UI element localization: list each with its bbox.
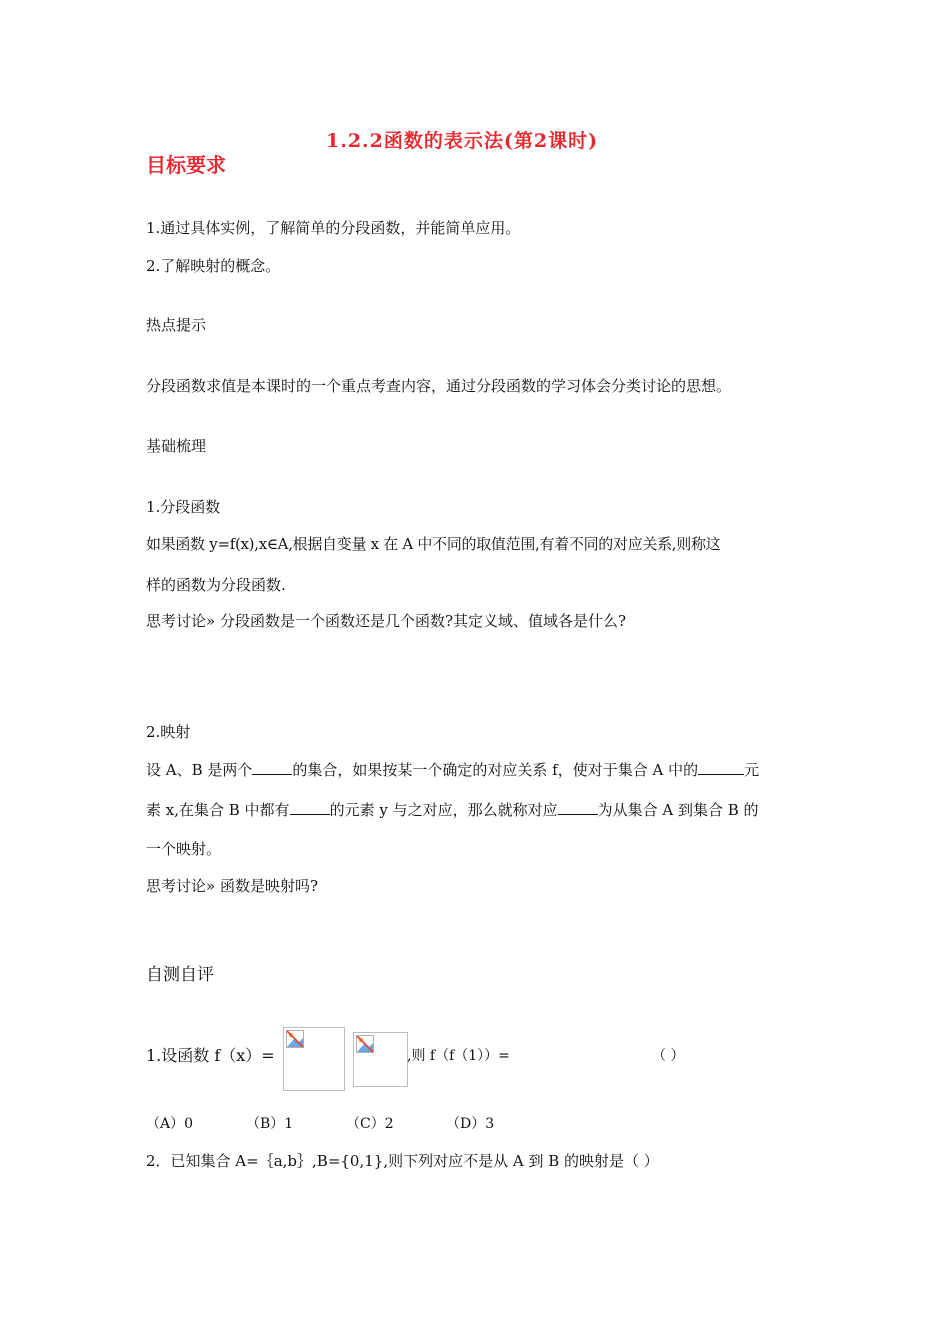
- section2-line1-part-c: 元: [744, 761, 760, 779]
- broken-image-icon: [356, 1035, 374, 1053]
- hot-heading: 热点提示: [146, 316, 207, 334]
- formula-image-placeholder: [353, 1032, 408, 1087]
- section2-line1-part-a: 设 A、B 是两个: [146, 761, 253, 779]
- section1-line1: 如果函数 y=f(x),x∈A,根据自变量 x 在 A 中不同的取值范围,有着不同的对应关系,则称这: [146, 535, 721, 553]
- section2-line2-part-a: 素 x,在集合 B 中都有: [146, 801, 290, 819]
- fill-blank[interactable]: [698, 760, 744, 775]
- hot-text: 分段函数求值是本课时的一个重点考查内容，通过分段函数的学习体会分类讨论的思想。: [146, 377, 732, 395]
- formula-image-placeholder: [283, 1027, 345, 1091]
- fill-blank[interactable]: [558, 800, 598, 815]
- fill-blank[interactable]: [290, 800, 330, 815]
- section1-line2: 样的函数为分段函数.: [146, 576, 286, 594]
- option-b[interactable]: （B）1: [246, 1116, 294, 1132]
- think-discuss-1: 思考讨论» 分段函数是一个函数还是几个函数?其定义域、值域各是什么?: [146, 612, 627, 630]
- question-1-suffix: ,则 f（f（1））=: [407, 1048, 510, 1064]
- option-c[interactable]: （C）2: [346, 1116, 394, 1132]
- option-a[interactable]: （A）0: [146, 1116, 194, 1132]
- section2-line2: [146, 799, 759, 820]
- answer-paren: （ ）: [652, 1048, 685, 1064]
- basic-heading: 基础梳理: [146, 437, 207, 455]
- goal-item-2: 2.了解映射的概念。: [146, 257, 281, 275]
- question-1-prefix: 1.设函数 f（x）=: [146, 1046, 275, 1065]
- section2-heading: 2.映射: [146, 723, 191, 741]
- section1-heading: 1.分段函数: [146, 498, 221, 516]
- page-title: 1.2.2函数的表示法(第2课时): [326, 130, 599, 152]
- think-discuss-2: 思考讨论» 函数是映射吗?: [146, 877, 318, 895]
- fill-blank[interactable]: [252, 760, 292, 775]
- section2-line3: 一个映射。: [146, 840, 222, 858]
- section2-line1: [146, 759, 759, 780]
- section2-line2-part-c: 为从集合 A 到集合 B 的: [597, 801, 759, 819]
- section2-line2-part-b: 的元素 y 与之对应，那么就称对应: [329, 801, 558, 819]
- goal-heading: 目标要求: [146, 153, 226, 177]
- self-test-heading: 自测自评: [146, 965, 214, 985]
- goal-item-1: 1.通过具体实例，了解简单的分段函数，并能简单应用。: [146, 219, 521, 237]
- broken-image-icon: [286, 1030, 304, 1048]
- option-d[interactable]: （D）3: [446, 1116, 495, 1132]
- section2-line1-part-b: 的集合，如果按某一个确定的对应关系 f，使对于集合 A 中的: [292, 761, 699, 779]
- question-2: 2．已知集合 A=｛a,b｝,B={0,1},则下列对应不是从 A 到 B 的映射是（ ）: [146, 1152, 659, 1170]
